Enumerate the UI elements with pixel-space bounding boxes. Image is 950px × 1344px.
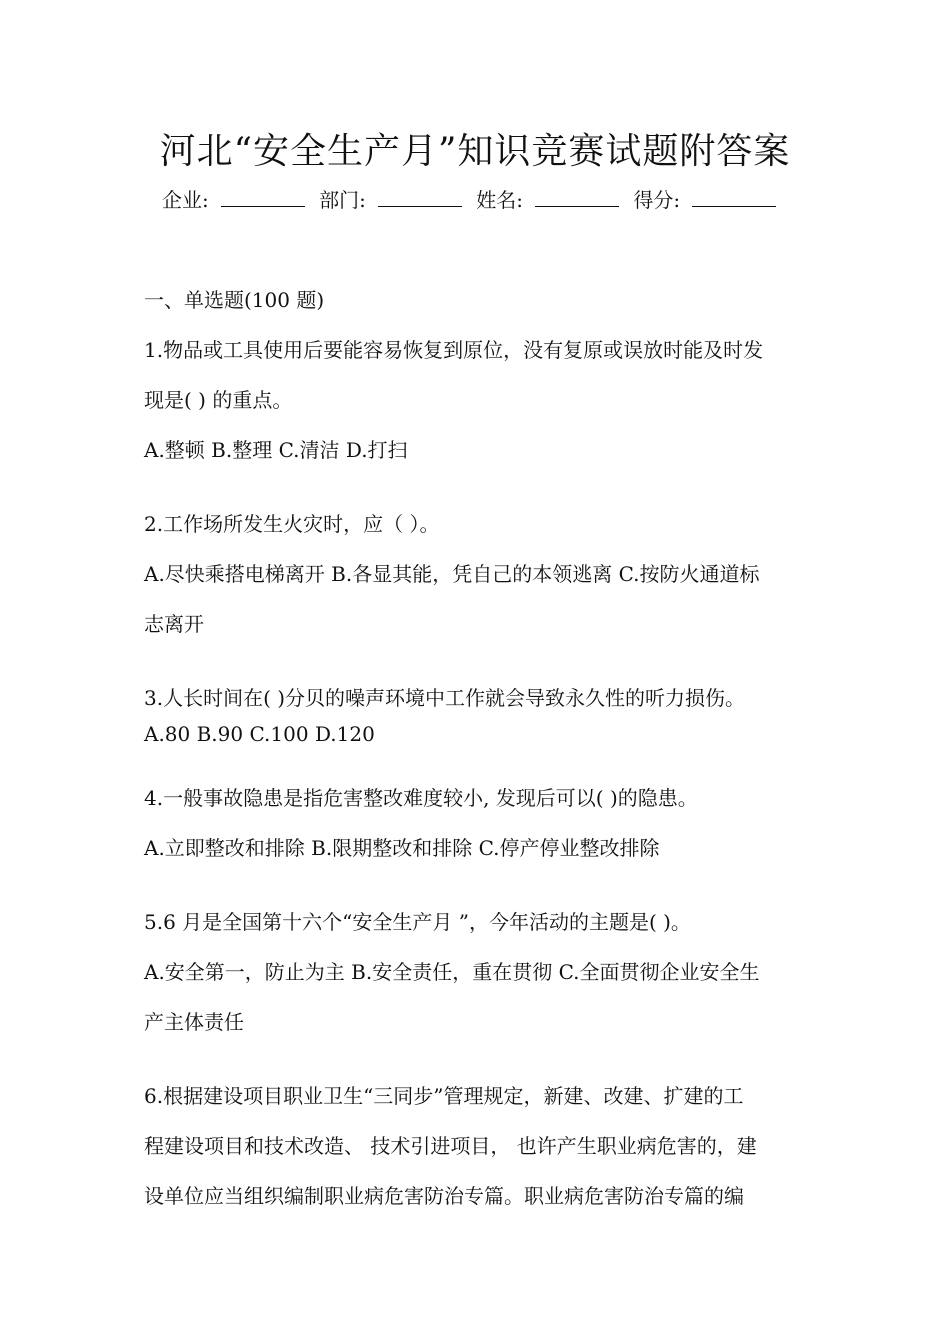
question-6-stem-line-2: 程建设项目和技术改造、 技术引进项目， 也许产生职业病危害的，建 <box>144 1134 757 1158</box>
department-blank[interactable] <box>378 186 462 207</box>
question-2-stem: 2.工作场所发生火灾时，应（ ）。 <box>144 512 440 536</box>
question-5-stem: 5.6 月是全国第十六个“安全生产月 ”，今年活动的主题是( )。 <box>144 910 691 934</box>
company-label: 企业: <box>162 188 209 212</box>
question-4-stem: 4.一般事故隐患是指危害整改难度较小, 发现后可以( )的隐患。 <box>144 786 698 810</box>
company-blank[interactable] <box>221 186 305 207</box>
question-3-options: A.80 B.90 C.100 D.120 <box>144 722 375 746</box>
section-heading: 一、单选题(100 题) <box>144 288 325 312</box>
name-field[interactable] <box>476 186 619 214</box>
score-field[interactable] <box>633 186 776 214</box>
department-label: 部门: <box>319 188 366 212</box>
company-field[interactable] <box>162 186 305 214</box>
question-3-stem: 3.人长时间在( )分贝的噪声环境中工作就会导致永久性的听力损伤。 <box>144 686 746 710</box>
score-label: 得分: <box>633 188 681 212</box>
score-blank[interactable] <box>692 186 776 207</box>
document-title: 河北“安全生产月”知识竞赛试题附答案 <box>159 131 791 172</box>
question-4-options: A.立即整改和排除 B.限期整改和排除 C.停产停业整改排除 <box>144 836 660 860</box>
question-1-stem-line-2: 现是( ) 的重点。 <box>144 388 293 412</box>
department-field[interactable] <box>319 186 462 214</box>
question-6-stem-line-1: 6.根据建设项目职业卫生“三同步”管理规定，新建、改建、扩建的工 <box>144 1084 744 1108</box>
question-5-options-line-2: 产主体责任 <box>144 1010 244 1034</box>
question-5-options-line-1: A.安全第一，防止为主 B.安全责任，重在贯彻 C.全面贯彻企业安全生 <box>144 960 760 984</box>
name-label: 姓名: <box>476 188 523 212</box>
question-6-stem-line-3: 设单位应当组织编制职业病危害防治专篇。职业病危害防治专篇的编 <box>144 1184 744 1208</box>
question-1-options: A.整顿 B.整理 C.清洁 D.打扫 <box>144 438 408 462</box>
question-2-options-line-1: A.尽快乘搭电梯离开 B.各显其能，凭自己的本领逃离 C.按防火通道标 <box>144 562 760 586</box>
info-fields-row <box>162 186 784 214</box>
name-blank[interactable] <box>535 186 619 207</box>
question-2-options-line-2: 志离开 <box>144 612 204 636</box>
question-1-stem-line-1: 1.物品或工具使用后要能容易恢复到原位，没有复原或误放时能及时发 <box>144 338 764 362</box>
